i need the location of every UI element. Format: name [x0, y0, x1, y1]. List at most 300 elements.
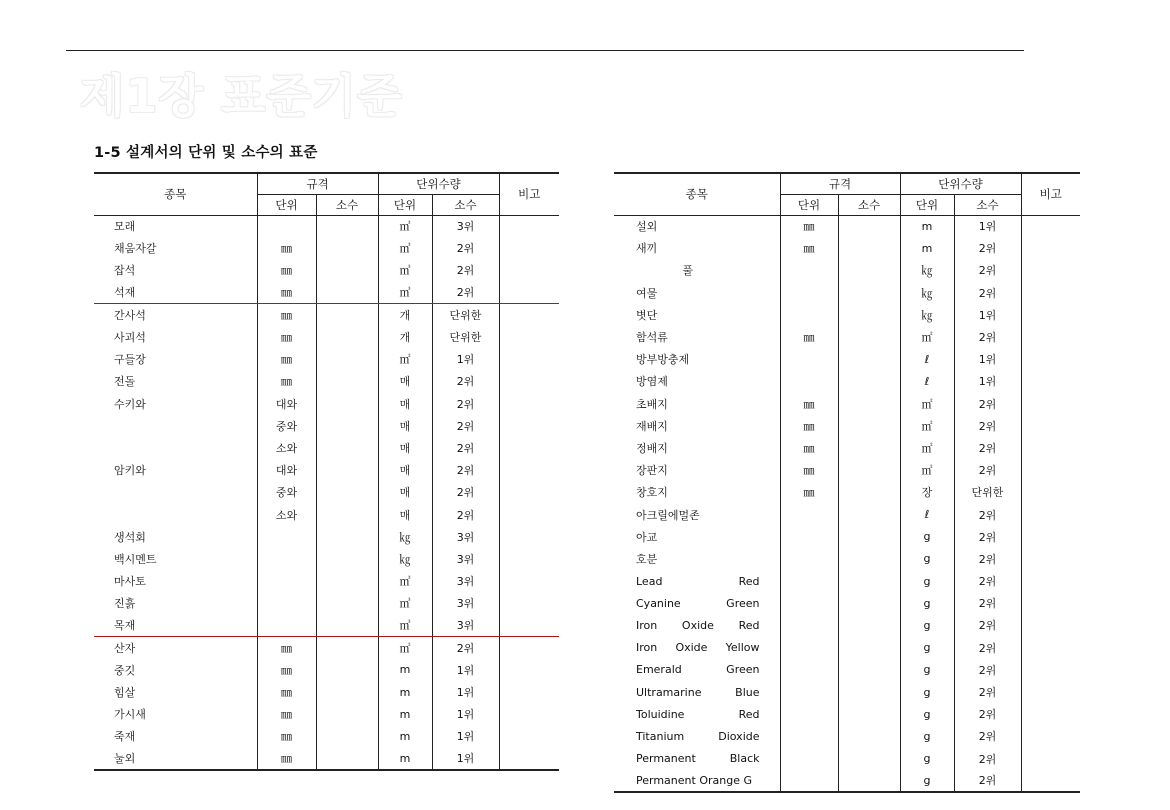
spec-unit-cell: ㎜ [780, 326, 838, 348]
qty-decimal-cell: 2위 [954, 237, 1021, 259]
spec-unit-cell: ㎜ [257, 282, 316, 304]
item-name: 생석회 [94, 526, 257, 548]
spec-unit-cell: ㎜ [257, 259, 316, 281]
spec-decimal-cell [316, 282, 378, 304]
header-unit-qty: 단위수량 [900, 173, 1021, 194]
spec-decimal-cell [838, 459, 900, 481]
qty-decimal-cell: 2위 [954, 681, 1021, 703]
note-cell [1021, 770, 1080, 792]
table-row [94, 614, 559, 636]
qty-unit-cell: g [900, 570, 954, 592]
qty-decimal-cell: 2위 [432, 481, 499, 503]
qty-decimal-cell: 3위 [432, 215, 499, 237]
note-cell [499, 659, 559, 681]
note-cell [499, 304, 559, 326]
note-cell [1021, 481, 1080, 503]
spec-unit-cell [257, 548, 316, 570]
qty-unit-cell: ㎏ [378, 548, 432, 570]
spec-unit-cell [257, 592, 316, 614]
spec-unit-cell: ㎜ [780, 393, 838, 415]
header-qty-decimal: 소수 [954, 194, 1021, 215]
qty-unit-cell: ℓ [900, 348, 954, 370]
item-name: 볏단 [614, 304, 780, 326]
table-row [614, 215, 1080, 237]
qty-decimal-cell: 2위 [954, 703, 1021, 725]
table-row [614, 326, 1080, 348]
qty-unit-cell: ㎏ [900, 282, 954, 304]
note-cell [499, 437, 559, 459]
qty-unit-cell: g [900, 614, 954, 636]
note-cell [1021, 637, 1080, 659]
item-name: 목재 [94, 614, 257, 636]
table-row [614, 459, 1080, 481]
table-row [614, 592, 1080, 614]
note-cell [1021, 259, 1080, 281]
qty-decimal-cell: 2위 [432, 437, 499, 459]
table-row [614, 681, 1080, 703]
qty-decimal-cell: 1위 [954, 370, 1021, 392]
qty-decimal-cell: 1위 [954, 348, 1021, 370]
item-name: 마사토 [94, 570, 257, 592]
item-name: Permanent Orange G [614, 770, 780, 792]
table-row [94, 725, 559, 747]
table-row [614, 637, 1080, 659]
note-cell [499, 526, 559, 548]
note-cell [499, 503, 559, 525]
note-cell [1021, 459, 1080, 481]
spec-unit-cell: 중와 [257, 415, 316, 437]
table-row [614, 548, 1080, 570]
spec-decimal-cell [316, 370, 378, 392]
qty-decimal-cell: 2위 [954, 659, 1021, 681]
qty-unit-cell: 매 [378, 437, 432, 459]
note-cell [1021, 393, 1080, 415]
qty-decimal-cell: 단위한 [432, 304, 499, 326]
spec-decimal-cell [316, 437, 378, 459]
table-row [94, 304, 559, 326]
qty-unit-cell: g [900, 681, 954, 703]
spec-unit-cell: ㎜ [257, 326, 316, 348]
spec-unit-cell: ㎜ [257, 748, 316, 770]
spec-decimal-cell [316, 614, 378, 636]
item-name: 여물 [614, 282, 780, 304]
qty-decimal-cell: 1위 [954, 215, 1021, 237]
note-cell [1021, 237, 1080, 259]
table-row [614, 770, 1080, 792]
spec-unit-cell [780, 503, 838, 525]
spec-decimal-cell [838, 526, 900, 548]
item-name: 전돌 [94, 370, 257, 392]
spec-decimal-cell [838, 415, 900, 437]
qty-decimal-cell: 2위 [954, 437, 1021, 459]
item-name: 채움자갈 [94, 237, 257, 259]
spec-decimal-cell [316, 659, 378, 681]
qty-decimal-cell: 2위 [954, 770, 1021, 792]
qty-unit-cell: ㎡ [900, 415, 954, 437]
note-cell [499, 215, 559, 237]
note-cell [499, 637, 559, 659]
table-row [614, 614, 1080, 636]
spec-decimal-cell [316, 259, 378, 281]
item-name: Cyanine Green [614, 592, 780, 614]
spec-decimal-cell [838, 659, 900, 681]
spec-decimal-cell [838, 592, 900, 614]
table-row [94, 570, 559, 592]
table-row [94, 459, 559, 481]
spec-decimal-cell [316, 415, 378, 437]
spec-unit-cell [780, 570, 838, 592]
item-name: 초배지 [614, 393, 780, 415]
table-row [94, 215, 559, 237]
spec-unit-cell [780, 259, 838, 281]
spec-unit-cell [257, 526, 316, 548]
spec-unit-cell: ㎜ [257, 659, 316, 681]
qty-unit-cell: ㎥ [378, 237, 432, 259]
qty-unit-cell: ℓ [900, 503, 954, 525]
spec-decimal-cell [838, 614, 900, 636]
table-row [614, 703, 1080, 725]
chapter-title: 제1장 표준기준 [80, 69, 403, 123]
unit-table-right [614, 172, 1080, 793]
item-name: 사괴석 [94, 326, 257, 348]
qty-decimal-cell: 2위 [954, 570, 1021, 592]
item-name: 새끼 [614, 237, 780, 259]
note-cell [499, 548, 559, 570]
spec-unit-cell [780, 304, 838, 326]
note-cell [1021, 548, 1080, 570]
table-row [614, 393, 1080, 415]
qty-decimal-cell: 2위 [954, 592, 1021, 614]
qty-decimal-cell: 2위 [954, 415, 1021, 437]
note-cell [1021, 570, 1080, 592]
table-row [94, 637, 559, 659]
item-name: 설외 [614, 215, 780, 237]
qty-unit-cell: ㎡ [900, 437, 954, 459]
note-cell [499, 481, 559, 503]
qty-decimal-cell: 2위 [432, 370, 499, 392]
spec-decimal-cell [316, 459, 378, 481]
spec-unit-cell [257, 614, 316, 636]
qty-decimal-cell: 2위 [954, 748, 1021, 770]
header-spec: 규격 [257, 173, 378, 194]
qty-unit-cell: g [900, 725, 954, 747]
qty-decimal-cell: 3위 [432, 592, 499, 614]
spec-unit-cell: ㎜ [257, 304, 316, 326]
qty-decimal-cell: 2위 [954, 503, 1021, 525]
qty-unit-cell: ㎡ [378, 348, 432, 370]
header-spec-unit: 단위 [780, 194, 838, 215]
spec-decimal-cell [316, 570, 378, 592]
spec-decimal-cell [838, 282, 900, 304]
note-cell [499, 459, 559, 481]
note-cell [1021, 304, 1080, 326]
item-name: 힘살 [94, 681, 257, 703]
item-name: 정배지 [614, 437, 780, 459]
note-cell [499, 703, 559, 725]
note-cell [499, 614, 559, 636]
spec-decimal-cell [838, 548, 900, 570]
qty-unit-cell: 장 [900, 481, 954, 503]
table-row [94, 415, 559, 437]
note-cell [499, 681, 559, 703]
qty-decimal-cell: 2위 [954, 526, 1021, 548]
spec-decimal-cell [316, 503, 378, 525]
qty-decimal-cell: 2위 [954, 282, 1021, 304]
note-cell [499, 237, 559, 259]
qty-unit-cell: g [900, 592, 954, 614]
table-row [94, 481, 559, 503]
note-cell [1021, 725, 1080, 747]
spec-decimal-cell [838, 370, 900, 392]
qty-decimal-cell: 2위 [954, 393, 1021, 415]
item-name: Permanent Black [614, 748, 780, 770]
qty-unit-cell: 매 [378, 393, 432, 415]
qty-decimal-cell: 3위 [432, 614, 499, 636]
spec-unit-cell: ㎜ [257, 348, 316, 370]
table-row [94, 282, 559, 304]
item-name: Lead Red [614, 570, 780, 592]
header-note: 비고 [1021, 173, 1080, 215]
spec-decimal-cell [838, 748, 900, 770]
item-name [94, 415, 257, 437]
spec-decimal-cell [838, 237, 900, 259]
qty-unit-cell: ㎏ [900, 304, 954, 326]
table-row [614, 237, 1080, 259]
qty-decimal-cell: 1위 [432, 659, 499, 681]
table-row [94, 526, 559, 548]
spec-unit-cell [780, 725, 838, 747]
spec-unit-cell: 중와 [257, 481, 316, 503]
qty-decimal-cell: 2위 [432, 415, 499, 437]
header-spec: 규격 [780, 173, 900, 194]
qty-unit-cell: g [900, 637, 954, 659]
qty-unit-cell: 매 [378, 459, 432, 481]
item-name: 눌외 [94, 748, 257, 770]
note-cell [1021, 614, 1080, 636]
item-name: 산자 [94, 637, 257, 659]
item-name: Ultramarine Blue [614, 681, 780, 703]
qty-decimal-cell: 1위 [954, 304, 1021, 326]
spec-unit-cell [780, 526, 838, 548]
item-name: 중깃 [94, 659, 257, 681]
spec-decimal-cell [838, 681, 900, 703]
qty-unit-cell: 개 [378, 304, 432, 326]
qty-unit-cell: ㎡ [900, 393, 954, 415]
item-name: 풀 [614, 259, 780, 281]
item-name: 아교 [614, 526, 780, 548]
item-name: 잡석 [94, 259, 257, 281]
table-row [614, 304, 1080, 326]
item-name: 방염제 [614, 370, 780, 392]
qty-decimal-cell: 2위 [954, 326, 1021, 348]
qty-decimal-cell: 2위 [432, 259, 499, 281]
spec-decimal-cell [838, 393, 900, 415]
spec-unit-cell: ㎜ [780, 437, 838, 459]
spec-unit-cell [780, 348, 838, 370]
header-spec-unit: 단위 [257, 194, 316, 215]
item-name: 모래 [94, 215, 257, 237]
spec-unit-cell: ㎜ [780, 215, 838, 237]
spec-decimal-cell [316, 215, 378, 237]
spec-decimal-cell [316, 637, 378, 659]
table-row [614, 437, 1080, 459]
qty-unit-cell: m [378, 681, 432, 703]
table-row [94, 548, 559, 570]
qty-decimal-cell: 1위 [432, 348, 499, 370]
qty-unit-cell: g [900, 526, 954, 548]
qty-unit-cell: 매 [378, 415, 432, 437]
spec-unit-cell [257, 570, 316, 592]
item-name: 간사석 [94, 304, 257, 326]
item-name: 수키와 [94, 393, 257, 415]
note-cell [1021, 326, 1080, 348]
note-cell [1021, 592, 1080, 614]
spec-decimal-cell [838, 481, 900, 503]
spec-unit-cell: ㎜ [780, 459, 838, 481]
table-row [614, 259, 1080, 281]
spec-unit-cell [780, 770, 838, 792]
qty-decimal-cell: 2위 [432, 393, 499, 415]
spec-unit-cell [780, 282, 838, 304]
qty-unit-cell: ℓ [900, 370, 954, 392]
table-row [94, 237, 559, 259]
spec-decimal-cell [838, 637, 900, 659]
qty-decimal-cell: 2위 [954, 637, 1021, 659]
spec-decimal-cell [838, 437, 900, 459]
note-cell [499, 393, 559, 415]
spec-decimal-cell [316, 393, 378, 415]
spec-decimal-cell [316, 237, 378, 259]
qty-unit-cell: g [900, 748, 954, 770]
note-cell [1021, 681, 1080, 703]
table-row [94, 703, 559, 725]
item-name: Iron Oxide Yellow [614, 637, 780, 659]
table-row [94, 326, 559, 348]
spec-decimal-cell [838, 725, 900, 747]
spec-unit-cell [780, 681, 838, 703]
qty-unit-cell: m [900, 237, 954, 259]
qty-unit-cell: ㎥ [378, 259, 432, 281]
table-row [94, 437, 559, 459]
spec-decimal-cell [316, 526, 378, 548]
table-row [614, 503, 1080, 525]
qty-decimal-cell: 1위 [432, 748, 499, 770]
header-rule [66, 50, 1024, 51]
spec-decimal-cell [316, 725, 378, 747]
item-name: 백시멘트 [94, 548, 257, 570]
qty-unit-cell: ㎥ [378, 614, 432, 636]
table-row [94, 503, 559, 525]
qty-unit-cell: g [900, 770, 954, 792]
qty-unit-cell: ㎡ [900, 459, 954, 481]
spec-decimal-cell [316, 748, 378, 770]
qty-unit-cell: m [378, 748, 432, 770]
spec-decimal-cell [838, 304, 900, 326]
table-row [614, 748, 1080, 770]
table-row [94, 348, 559, 370]
table-row [614, 725, 1080, 747]
header-qty-unit: 단위 [378, 194, 432, 215]
note-cell [499, 282, 559, 304]
table-row [614, 370, 1080, 392]
item-name: Titanium Dioxide [614, 725, 780, 747]
note-cell [499, 570, 559, 592]
spec-decimal-cell [316, 326, 378, 348]
qty-decimal-cell: 단위한 [954, 481, 1021, 503]
item-name: 죽재 [94, 725, 257, 747]
spec-decimal-cell [838, 326, 900, 348]
qty-unit-cell: ㎡ [378, 637, 432, 659]
qty-unit-cell: m [378, 703, 432, 725]
qty-unit-cell: g [900, 659, 954, 681]
item-name: 진흙 [94, 592, 257, 614]
spec-decimal-cell [316, 348, 378, 370]
spec-unit-cell: ㎜ [257, 637, 316, 659]
note-cell [1021, 215, 1080, 237]
note-cell [499, 725, 559, 747]
header-unit-qty: 단위수량 [378, 173, 499, 194]
spec-unit-cell [780, 370, 838, 392]
note-cell [499, 259, 559, 281]
header-spec-decimal: 소수 [838, 194, 900, 215]
qty-decimal-cell: 3위 [432, 526, 499, 548]
spec-unit-cell: 소와 [257, 437, 316, 459]
table-row [94, 370, 559, 392]
item-name: Iron Oxide Red [614, 614, 780, 636]
item-name: 석재 [94, 282, 257, 304]
qty-unit-cell: ㎥ [378, 215, 432, 237]
spec-unit-cell: 대와 [257, 393, 316, 415]
qty-unit-cell: ㎥ [378, 592, 432, 614]
spec-unit-cell: ㎜ [257, 681, 316, 703]
item-name [94, 503, 257, 525]
spec-unit-cell: 소와 [257, 503, 316, 525]
note-cell [499, 370, 559, 392]
qty-decimal-cell: 1위 [432, 681, 499, 703]
note-cell [1021, 282, 1080, 304]
table-row [614, 659, 1080, 681]
header-qty-unit: 단위 [900, 194, 954, 215]
spec-unit-cell [780, 548, 838, 570]
note-cell [499, 592, 559, 614]
spec-unit-cell: ㎜ [780, 237, 838, 259]
qty-decimal-cell: 2위 [432, 459, 499, 481]
spec-unit-cell [780, 614, 838, 636]
qty-decimal-cell: 2위 [954, 548, 1021, 570]
note-cell [1021, 748, 1080, 770]
qty-decimal-cell: 2위 [432, 503, 499, 525]
qty-decimal-cell: 단위한 [432, 326, 499, 348]
item-name: 암키와 [94, 459, 257, 481]
qty-decimal-cell: 2위 [954, 459, 1021, 481]
note-cell [1021, 503, 1080, 525]
item-name: 구들장 [94, 348, 257, 370]
table-row [614, 348, 1080, 370]
item-name [94, 437, 257, 459]
unit-table-left [94, 172, 559, 771]
table-row [614, 481, 1080, 503]
spec-unit-cell [780, 748, 838, 770]
table-row [614, 570, 1080, 592]
spec-unit-cell: ㎜ [780, 481, 838, 503]
spec-unit-cell: 대와 [257, 459, 316, 481]
item-name: 재배지 [614, 415, 780, 437]
qty-unit-cell: g [900, 703, 954, 725]
qty-unit-cell: m [378, 725, 432, 747]
note-cell [499, 348, 559, 370]
spec-decimal-cell [838, 703, 900, 725]
table-row [94, 681, 559, 703]
